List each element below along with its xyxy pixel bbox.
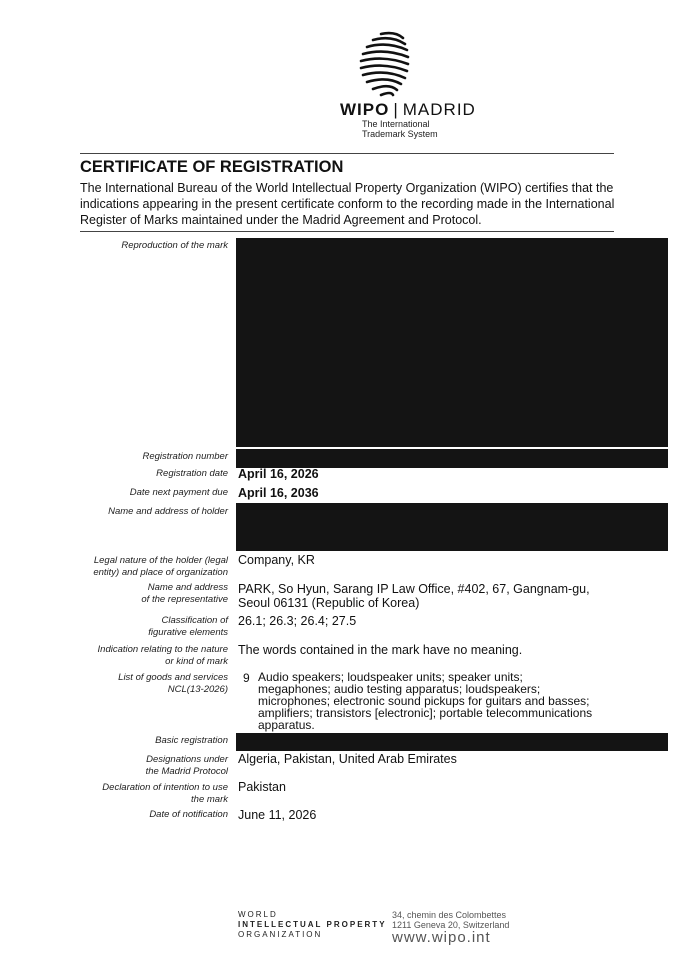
footer-org-line1: WORLD [238,910,278,919]
goods-line: amplifiers; transistors [electronic]; portable telecommunications [258,706,593,720]
goods-list [258,671,608,731]
indication-label [98,644,228,667]
certificate-title: CERTIFICATE OF REGISTRATION [80,158,344,176]
designations-value: Algeria, Pakistan, United Arab Emirates [238,752,457,766]
declaration-label [102,782,228,805]
registration-date-value: April 16, 2026 [238,467,319,481]
legal-nature-value: Company, KR [238,553,315,567]
logo-subtitle-line1: The International [362,119,430,129]
registration-number-label: Registration number [142,451,228,462]
reproduction-redaction [236,238,668,447]
goods-line: Audio speakers; loudspeaker units; speaker units; [258,670,523,684]
goods-line: microphones; electronic sound pickups for guitars and basses; [258,694,590,708]
goods-line: apparatus. [258,718,315,732]
representative-label-line2: of the representative [141,593,228,605]
registration-number-redaction [236,449,668,468]
declaration-value: Pakistan [238,780,286,794]
wipo-madrid-logo [340,100,476,120]
footer-address-line1: 34, chemin des Colombettes [392,910,507,920]
reproduction-label: Reproduction of the mark [121,240,228,251]
wipo-globe-icon [355,28,415,98]
footer-organization [238,910,387,940]
representative-line1: PARK, So Hyun, Sarang IP Law Office, #402, 67, Gangnam-gu, [238,582,590,596]
representative-label [141,582,228,605]
intro-divider [80,231,614,232]
footer-address [392,910,509,930]
indication-label-line1: Indication relating to the nature [97,644,228,655]
top-divider [80,153,614,154]
goods-label-line1: List of goods and services [118,672,228,683]
basic-registration-label: Basic registration [155,735,228,746]
declaration-label-line1: Declaration of intention to use [102,782,228,793]
classification-value: 26.1; 26.3; 26.4; 27.5 [238,614,357,628]
designations-label-line2: the Madrid Protocol [145,765,228,777]
next-payment-value: April 16, 2036 [238,486,319,500]
notification-label: Date of notification [149,809,228,820]
classification-label-line2: figurative elements [148,626,228,638]
basic-registration-redaction [236,733,668,751]
brand-madrid: MADRID [402,100,476,119]
footer-address-line2: 1211 Geneva 20, Switzerland [392,920,510,930]
footer-website: www.wipo.int [392,929,491,946]
goods-label [118,672,228,695]
designations-label [146,754,228,777]
holder-redaction [236,503,668,551]
registration-date-label: Registration date [156,468,228,479]
representative-line2: Seoul 06131 (Republic of Korea) [238,596,420,610]
classification-label-line1: Classification of [161,615,228,626]
holder-label: Name and address of holder [108,506,228,517]
declaration-label-line2: the mark [191,793,228,805]
legal-nature-label-line1: Legal nature of the holder (legal [93,555,228,566]
legal-nature-label-line2: entity) and place of organization [93,566,228,578]
representative-value [238,582,590,610]
legal-nature-label [93,555,228,578]
goods-label-line2: NCL(13-2026) [167,683,228,695]
indication-value: The words contained in the mark have no meaning. [238,643,523,657]
logo-subtitle [362,119,438,139]
indication-label-line2: or kind of mark [165,655,228,667]
footer-org-line3: ORGANIZATION [238,930,323,939]
notification-value: June 11, 2026 [238,808,317,822]
logo-subtitle-line2: Trademark System [362,129,438,139]
certificate-intro: The International Bureau of the World Intellectual Property Organization (WIPO) certifies that the indications appearing in the present certificate conform to the recording made in the International Register of Marks maintained under the Madrid Agreement and Protocol. [80,181,615,227]
representative-label-line1: Name and address [147,582,228,593]
designations-label-line1: Designations under [146,754,228,765]
brand-wipo: WIPO [340,100,390,119]
classification-label [148,615,228,638]
goods-line: megaphones; audio testing apparatus; loudspeakers; [258,682,541,696]
footer-org-line2: INTELLECTUAL PROPERTY [238,920,387,929]
next-payment-label: Date next payment due [129,487,228,498]
goods-class-number: 9 [243,671,250,685]
brand-separator: | [393,100,399,119]
